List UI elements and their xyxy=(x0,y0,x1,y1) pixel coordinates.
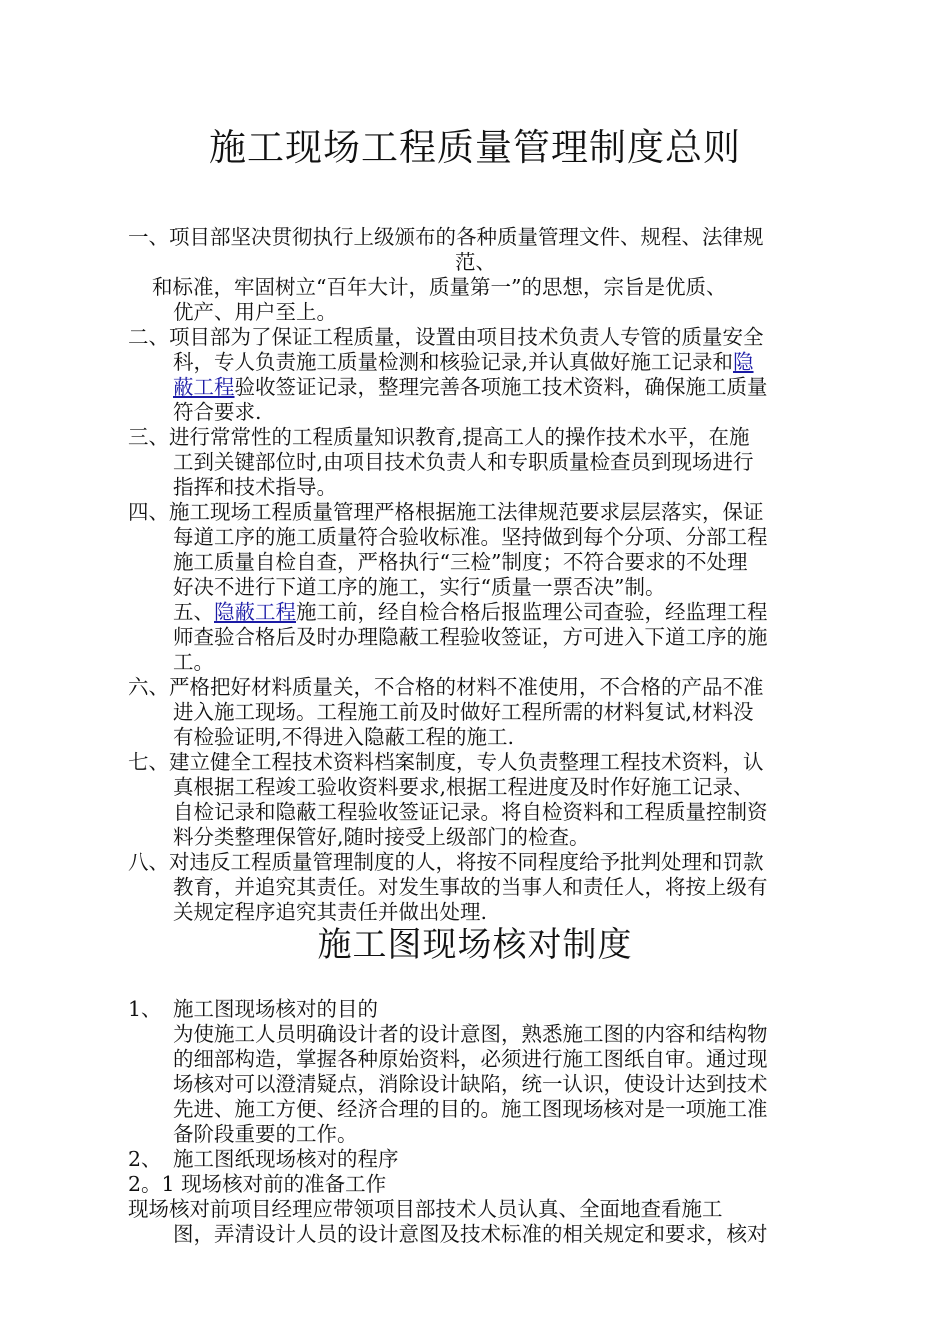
clause-4-line-3: 施工质量自检自查，严格执行“三检”制度；不符合要求的不处理 xyxy=(173,550,748,574)
item-2-1-line-2: 图，弄清设计人员的设计意图及技术标准的相关规定和要求，核对 xyxy=(173,1222,768,1246)
item-1-line-3: 场核对可以澄清疑点，消除设计缺陷，统一认识，使设计达到技术 xyxy=(173,1072,768,1096)
clause-1-line-3: 和标准，牢固树立“百年大计，质量第一”的思想，宗旨是优质、 xyxy=(152,275,727,299)
item-1-line-1: 为使施工人员明确设计者的设计意图，熟悉施工图的内容和结构物 xyxy=(173,1022,768,1046)
item-1-heading: 施工图现场核对的目的 xyxy=(173,997,378,1021)
clause-1-line-2: 范、 xyxy=(455,250,496,274)
clause-2-line-3 xyxy=(173,374,768,400)
hidden-works-link-1a[interactable]: 隐 xyxy=(733,350,754,374)
clause-5-text: 施工前，经自检合格后报监理公司查验，经监理工程 xyxy=(296,600,768,624)
clause-2-text: 科，专人负责施工质量检测和核验记录,并认真做好施工记录和 xyxy=(173,350,734,374)
clause-7-line-4: 料分类整理保管好,随时接受上级部门的检查。 xyxy=(173,825,590,849)
clause-3-line-2: 工到关键部位时,由项目技术负责人和专职质量检查员到现场进行 xyxy=(173,450,754,474)
item-1-line-2: 的细部构造，掌握各种原始资料，必须进行施工图纸自审。通过现 xyxy=(173,1047,768,1071)
section-title: 施工图现场核对制度 xyxy=(317,925,633,965)
clause-5-line-3: 工。 xyxy=(173,650,214,674)
clause-4-line-2: 每道工序的施工质量符合验收标准。坚持做到每个分项、分部工程 xyxy=(173,525,768,549)
item-2-number: 2、 xyxy=(128,1147,162,1171)
hidden-works-link-1b[interactable]: 蔽工程 xyxy=(173,375,235,399)
main-title: 施工现场工程质量管理制度总则 xyxy=(209,126,741,169)
clause-7-line-3: 自检记录和隐蔽工程验收签证记录。将自检资料和工程质量控制资 xyxy=(173,800,768,824)
clause-7-line-2: 真根据工程竣工验收资料要求,根据工程进度及时作好施工记录、 xyxy=(173,775,754,799)
item-2-heading: 施工图纸现场核对的程序 xyxy=(173,1147,399,1171)
hidden-works-link-2[interactable]: 隐蔽工程 xyxy=(214,600,296,624)
clause-5-number: 五、 xyxy=(173,600,214,624)
clause-2-line-2 xyxy=(173,349,754,375)
clause-3-line-1: 三、进行常常性的工程质量知识教育,提高工人的操作技术水平，在施 xyxy=(128,425,750,449)
clause-2-line-1: 二、项目部为了保证工程质量，设置由项目技术负责人专管的质量安全 xyxy=(128,325,764,349)
clause-8-line-3: 关规定程序追究其责任并做出处理. xyxy=(173,900,488,924)
clause-5-line-1 xyxy=(173,599,768,625)
clause-8-line-2: 教育，并追究其责任。对发生事故的当事人和责任人，将按上级有 xyxy=(173,875,768,899)
clause-2-line-4: 符合要求. xyxy=(173,400,262,424)
clause-6-line-1: 六、严格把好材料质量关，不合格的材料不准使用，不合格的产品不准 xyxy=(128,675,764,699)
item-1-line-4: 先进、施工方便、经济合理的目的。施工图现场核对是一项施工准 xyxy=(173,1097,768,1121)
clause-8-line-1: 八、对违反工程质量管理制度的人，将按不同程度给予批判处理和罚款 xyxy=(128,850,764,874)
clause-1-line-4: 优产、用户至上。 xyxy=(173,300,337,324)
item-2-1-line-1: 现场核对前项目经理应带领项目部技术人员认真、全面地查看施工 xyxy=(128,1197,723,1221)
item-1-number: 1、 xyxy=(128,997,162,1021)
clause-7-line-1: 七、建立健全工程技术资料档案制度，专人负责整理工程技术资料，认 xyxy=(128,750,764,774)
clause-5-line-2: 师查验合格后及时办理隐蔽工程验收签证，方可进入下道工序的施 xyxy=(173,625,768,649)
clause-1-line-1: 一、项目部坚决贯彻执行上级颁布的各种质量管理文件、规程、法律规 xyxy=(128,225,764,249)
clause-4-line-1: 四、施工现场工程质量管理严格根据施工法律规范要求层层落实，保证 xyxy=(128,500,764,524)
clause-6-line-2: 进入施工现场。工程施工前及时做好工程所需的材料复试,材料没 xyxy=(173,700,754,724)
item-2-1-heading: 2。1 现场核对前的准备工作 xyxy=(128,1172,387,1196)
clause-2-text: 验收签证记录，整理完善各项施工技术资料，确保施工质量 xyxy=(234,375,768,399)
clause-6-line-3: 有检验证明,不得进入隐蔽工程的施工. xyxy=(173,725,515,749)
clause-3-line-3: 指挥和技术指导。 xyxy=(173,475,337,499)
clause-4-line-4: 好决不进行下道工序的施工，实行“质量一票否决”制。 xyxy=(173,575,666,599)
item-1-line-5: 备阶段重要的工作。 xyxy=(173,1122,358,1146)
